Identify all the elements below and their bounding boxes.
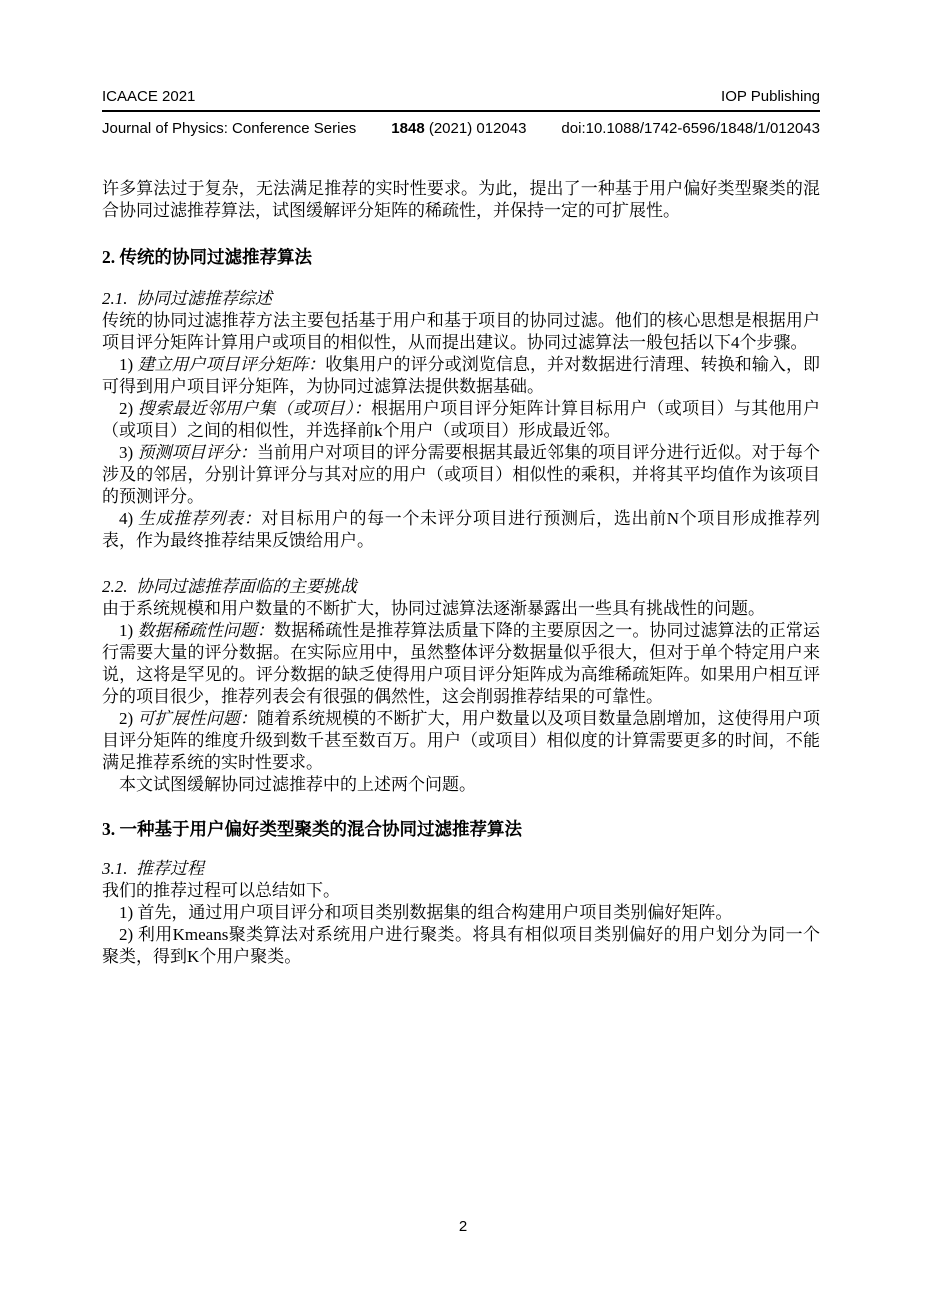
citation-issue: (2021) 012043	[424, 120, 527, 137]
rec-step-1	[102, 902, 820, 924]
page-footer	[0, 1218, 926, 1236]
citation	[391, 120, 526, 138]
header-divider	[102, 110, 820, 112]
step-label: 预测项目评分：	[137, 443, 257, 462]
doi-text: doi:10.1088/1742-6596/1848/1/012043	[561, 120, 820, 137]
closing-note: 本文试图缓解协同过滤推荐中的上述两个问题。	[119, 775, 476, 794]
section-3-heading: 3. 一种基于用户偏好类型聚类的混合协同过滤推荐算法	[102, 819, 522, 839]
step-text: 数据稀疏性是推荐算法质量下降的主要原因之一。协同过滤算法的正常运行需要大量的评分数据。在实际应用中，虽然整体评分数据量似乎很大，但对于单个特定用户来说，这将是罕见的。评分数据的缺乏使得用户项目评分矩阵成为高维稀疏矩阵。如果用户相互评分的项目很少，推荐列表会有很强的偶然性，这会削弱推荐结果的可靠性。	[102, 621, 820, 706]
step-number: 2)	[119, 709, 138, 728]
section-2-heading: 2. 传统的协同过滤推荐算法	[102, 247, 312, 267]
section-2-1-heading: 2.1. 协同过滤推荐综述	[102, 289, 272, 308]
step-number: 4)	[119, 509, 139, 528]
section-3-1-heading: 3.1. 推荐过程	[102, 859, 204, 878]
cf-step-2	[102, 398, 820, 442]
header-row-citation	[102, 120, 820, 138]
cf-step-1	[102, 354, 820, 398]
header-row-top	[102, 88, 820, 110]
step-number: 1)	[119, 903, 138, 922]
rec-step-2	[102, 924, 820, 968]
step-label: 生成推荐列表：	[138, 509, 262, 528]
challenge-2	[102, 708, 820, 774]
step-number: 1)	[119, 355, 138, 374]
step-label: 可扩展性问题：	[137, 709, 257, 728]
step-number: 3)	[119, 443, 138, 462]
step-text: 利用Kmeans聚类算法对系统用户进行聚类。将具有相似项目类别偏好的用户划分为同一个聚类，得到K个用户聚类。	[102, 925, 820, 966]
step-text: 首先，通过用户项目评分和项目类别数据集的组合构建用户项目类别偏好矩阵。	[137, 903, 733, 922]
step-label: 搜索最近邻用户集（或项目）：	[137, 399, 372, 418]
page-number: 2	[458, 1218, 468, 1235]
section-2-1-paragraph: 传统的协同过滤推荐方法主要包括基于用户和基于项目的协同过滤。他们的核心思想是根据用户项目评分矩阵计算用户或项目的相似性，从而提出建议。协同过滤算法一般包括以下4个步骤。	[102, 311, 820, 352]
step-label: 数据稀疏性问题：	[137, 621, 274, 640]
article-body	[102, 178, 820, 968]
page-header	[102, 88, 820, 138]
step-text: 随着系统规模的不断扩大，用户数量以及项目数量急剧增加，这使得用户项目评分矩阵的维度升级到数千甚至数百万。用户（或项目）相似度的计算需要更多的时间，不能满足推荐系统的实时性要求。	[102, 709, 820, 772]
step-text: 对目标用户的每一个未评分项目进行预测后，选出前N个项目形成推荐列表，作为最终推荐结果反馈给用户。	[102, 509, 821, 550]
journal-name: Journal of Physics: Conference Series	[102, 120, 357, 137]
step-number: 1)	[119, 621, 138, 640]
step-number: 2)	[119, 399, 138, 418]
challenge-1	[102, 620, 820, 708]
publisher-name: IOP Publishing	[721, 88, 820, 105]
intro-paragraph: 许多算法过于复杂，无法满足推荐的实时性要求。为此，提出了一种基于用户偏好类型聚类的混合协同过滤推荐算法，试图缓解评分矩阵的稀疏性，并保持一定的可扩展性。	[102, 179, 820, 220]
section-3-1-paragraph: 我们的推荐过程可以总结如下。	[102, 881, 340, 900]
step-text: 当前用户对项目的评分需要根据其最近邻集的项目评分进行近似。对于每个涉及的邻居，分别计算评分与其对应的用户（或项目）相似性的乘积，并将其平均值作为该项目的预测评分。	[102, 443, 820, 506]
step-text: 根据用户项目评分矩阵计算目标用户（或项目）与其他用户（或项目）之间的相似性，并选择前k个用户（或项目）形成最近邻。	[102, 399, 821, 440]
step-number: 2)	[119, 925, 138, 944]
conference-name: ICAACE 2021	[102, 88, 196, 105]
section-2-2-paragraph: 由于系统规模和用户数量的不断扩大，协同过滤算法逐渐暴露出一些具有挑战性的问题。	[102, 599, 765, 618]
section-2-2-heading: 2.2. 协同过滤推荐面临的主要挑战	[102, 577, 357, 596]
cf-step-4	[102, 508, 820, 552]
step-label: 建立用户项目评分矩阵：	[137, 355, 326, 374]
cf-step-3	[102, 442, 820, 508]
step-text: 收集用户的评分或浏览信息，并对数据进行清理、转换和输入，即可得到用户项目评分矩阵，为协同过滤算法提供数据基础。	[102, 355, 821, 396]
citation-volume: 1848	[391, 120, 425, 137]
